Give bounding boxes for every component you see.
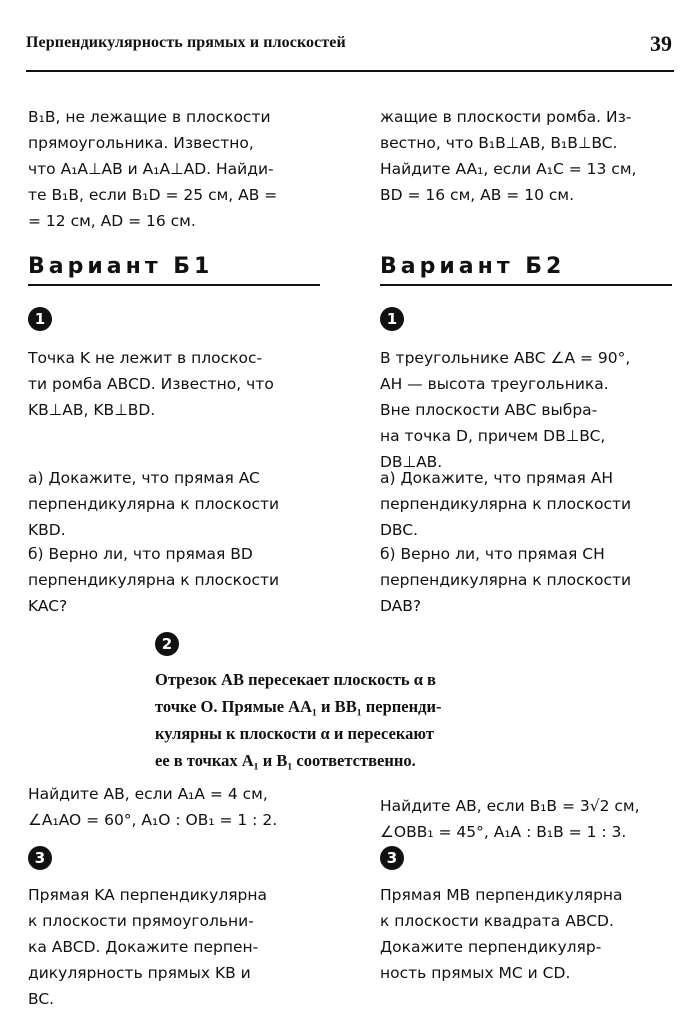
text-line: Точка K не лежит в плоскос- — [28, 349, 263, 367]
b2-task1-part-a — [380, 465, 674, 543]
text-line: кулярны к плоскости α и пересекают — [155, 724, 434, 743]
text-line: а) Докажите, что прямая AH — [380, 469, 613, 487]
text-line: прямоугольника. Известно, — [28, 134, 254, 152]
text-line: Прямая KA перпендикулярна — [28, 886, 268, 904]
header-rule — [26, 70, 674, 72]
text-line: ее в точках A₁ и B₁ соответственно. — [155, 751, 416, 770]
text-line: б) Верно ли, что прямая BD — [28, 545, 253, 563]
text-line: на точка D, причем DB⊥BC, — [380, 427, 606, 445]
task-1-badge-b2: 1 — [380, 307, 404, 331]
text-line: Найдите AA₁, если A₁C = 13 см, — [380, 160, 637, 178]
text-line: BD = 16 см, AB = 10 см. — [380, 186, 574, 204]
text-line: вестно, что B₁B⊥AB, B₁B⊥BC. — [380, 134, 618, 152]
text-line: ность прямых MC и CD. — [380, 964, 571, 982]
text-line: ∠A₁AO = 60°, A₁O : OB₁ = 1 : 2. — [28, 811, 278, 829]
text-line: ∠OBB₁ = 45°, A₁A : B₁B = 1 : 3. — [380, 823, 627, 841]
text-line: BC. — [28, 990, 55, 1008]
shared-task2-statement — [155, 666, 525, 774]
b2-task2-question — [380, 793, 674, 845]
text-line: дикулярность прямых KB и — [28, 964, 251, 982]
b1-task2-question — [28, 781, 322, 833]
b1-task3-statement — [28, 882, 322, 1012]
top-left-continuation — [28, 104, 322, 234]
task-2-badge: 2 — [155, 632, 179, 656]
b1-task1-statement — [28, 345, 322, 423]
b2-task3-statement — [380, 882, 674, 986]
text-line: перпендикулярна к плоскости — [380, 571, 632, 589]
task-1-badge-b1: 1 — [28, 307, 52, 331]
text-line: ка ABCD. Докажите перпен- — [28, 938, 259, 956]
text-line: KAC? — [28, 597, 68, 615]
text-line: Прямая MB перпендикулярна — [380, 886, 623, 904]
text-line: DBC. — [380, 521, 419, 539]
text-line: Докажите перпендикуляр- — [380, 938, 602, 956]
text-line: В треугольнике ABC ∠A = 90°, — [380, 349, 631, 367]
text-line: Вне плоскости ABC выбра- — [380, 401, 598, 419]
text-line: KB⊥AB, KB⊥BD. — [28, 401, 156, 419]
text-line: к плоскости прямоугольни- — [28, 912, 254, 930]
text-line: AH — высота треугольника. — [380, 375, 609, 393]
variant-b2-rule — [380, 284, 672, 286]
text-line: к плоскости квадрата ABCD. — [380, 912, 614, 930]
variant-b1-title: Вариант Б1 — [28, 254, 214, 279]
b2-task1-statement — [380, 345, 674, 475]
running-header: Перпендикулярность прямых и плоскостей — [26, 34, 346, 51]
variant-b1-rule — [28, 284, 320, 286]
text-line: перпендикулярна к плоскости — [28, 495, 280, 513]
text-line: Найдите AB, если B₁B = 3√2 см, — [380, 797, 640, 815]
variant-b2-title: Вариант Б2 — [380, 254, 566, 279]
top-right-continuation — [380, 104, 674, 208]
text-line: точке O. Прямые AA₁ и BB₁ перпенди- — [155, 697, 442, 716]
text-line: перпендикулярна к плоскости — [28, 571, 280, 589]
b2-task1-part-b — [380, 541, 674, 619]
text-line: что A₁A⊥AB и A₁A⊥AD. Найди- — [28, 160, 274, 178]
text-line: DB⊥AB. — [380, 453, 443, 471]
task-3-badge-b1: 3 — [28, 846, 52, 870]
text-line: KBD. — [28, 521, 66, 539]
page-number: 39 — [650, 31, 672, 56]
text-line: те B₁B, если B₁D = 25 см, AB = — [28, 186, 278, 204]
task-3-badge-b2: 3 — [380, 846, 404, 870]
b1-task1-part-a — [28, 465, 322, 543]
text-line: ти ромба ABCD. Известно, что — [28, 375, 274, 393]
text-line: а) Докажите, что прямая AC — [28, 469, 260, 487]
text-line: Найдите AB, если A₁A = 4 см, — [28, 785, 268, 803]
b1-task1-part-b — [28, 541, 322, 619]
text-line: Отрезок AB пересекает плоскость α в — [155, 670, 436, 689]
text-line: DAB? — [380, 597, 422, 615]
text-line: B₁B, не лежащие в плоскости — [28, 108, 271, 126]
text-line: = 12 см, AD = 16 см. — [28, 212, 196, 230]
text-line: перпендикулярна к плоскости — [380, 495, 632, 513]
text-line: жащие в плоскости ромба. Из- — [380, 108, 632, 126]
text-line: б) Верно ли, что прямая CH — [380, 545, 605, 563]
